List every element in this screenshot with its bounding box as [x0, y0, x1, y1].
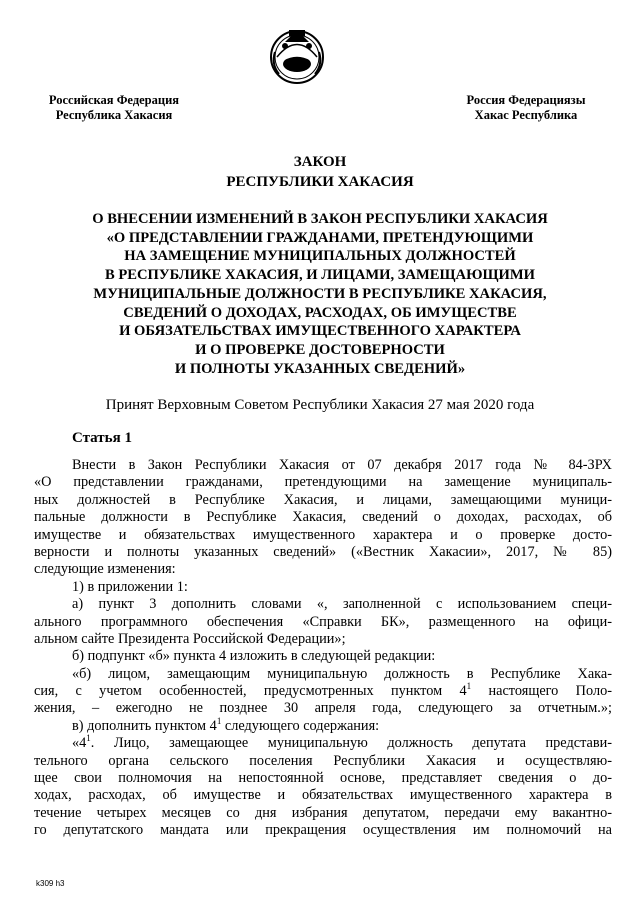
superscript: 1	[466, 681, 472, 692]
body-line: Внести в Закон Республики Хакасия от 07 декабря 2017 года № 84-ЗРХ	[72, 457, 612, 473]
header-left-line1: Российская Федерация	[48, 93, 180, 107]
body-line: 1) в приложении 1:	[72, 578, 188, 595]
body-line	[34, 718, 612, 735]
body-line-part: следующего содержания:	[221, 717, 380, 734]
subject-line: СВЕДЕНИЙ О ДОХОДАХ, РАСХОДАХ, ОБ ИМУЩЕСТВЕ	[123, 304, 517, 321]
subject-line: НА ЗАМЕЩЕНИЕ МУНИЦИПАЛЬНЫХ ДОЛЖНОСТЕЙ	[124, 248, 516, 265]
body-line: пальные должности в Республике Хакасия, сведений о доходах, расходах, об	[34, 509, 612, 526]
subject-line: И ПОЛНОТЫ УКАЗАННЫХ СВЕДЕНИЙ»	[174, 360, 466, 377]
header-right-line1: Россия Федерациязы	[466, 93, 586, 107]
body-line: жения, – ежегодно не позднее 30 апреля года, следующего за отчетным.»;	[34, 700, 612, 717]
superscript: 1	[86, 733, 91, 744]
article-heading: Статья 1	[72, 430, 132, 446]
article-body	[34, 457, 612, 840]
body-line-part: настоящего Поло-	[471, 683, 612, 700]
body-line: а) пункт 3 дополнить словами «, заполненной с использованием специ-	[72, 596, 612, 613]
superscript: 1	[216, 716, 222, 727]
body-line-part: «4	[72, 735, 87, 752]
coat-of-arms-emblem	[265, 24, 329, 88]
body-line: верности и полноты указанных сведений» («Вестник Хакасии», 2017, № 85)	[34, 543, 612, 560]
body-line: ных должностей в Республике Хакасия, и лицами, замещающими муници-	[34, 491, 612, 508]
body-line: «О представлении гражданами, претендующими на замещение муниципаль-	[34, 474, 612, 491]
subject-line: И ОБЯЗАТЕЛЬСТВАХ ИМУЩЕСТВЕННОГО ХАРАКТЕРА	[119, 323, 521, 340]
body-line	[34, 683, 612, 700]
subject-line: О ВНЕСЕНИИ ИЗМЕНЕНИЙ В ЗАКОН РЕСПУБЛИКИ ХАКАСИЯ	[92, 211, 548, 227]
subject-line: «О ПРЕДСТАВЛЕНИИ ГРАЖДАНАМИ, ПРЕТЕНДУЮЩИМИ	[106, 229, 534, 246]
body-line: тельного органа сельского поселения Республики Хакасия и осуществляю-	[34, 752, 612, 769]
body-line: имуществе и обязательствах имущественного характера и о проверке досто-	[34, 526, 612, 543]
subject-line: И О ПРОВЕРКЕ ДОСТОВЕРНОСТИ	[195, 341, 445, 358]
body-line: альном сайте Президента Российской Федерации»;	[34, 630, 346, 647]
subject-line: МУНИЦИПАЛЬНЫЕ ДОЛЖНОСТИ В РЕСПУБЛИКЕ ХАКАСИЯ,	[93, 285, 547, 302]
body-line: «б) лицом, замещающим муниципальную должность в Республике Хака-	[72, 665, 612, 682]
body-line	[34, 735, 612, 752]
footer-document-code: k309 h3	[36, 879, 65, 888]
subject-line: В РЕСПУБЛИКЕ ХАКАСИЯ, И ЛИЦАМИ, ЗАМЕЩАЮЩИМИ	[104, 267, 536, 284]
header-right-line2: Хакас Республика	[474, 108, 578, 122]
body-line: го депутатского мандата или прекращения осуществления им полномочий на	[34, 822, 612, 839]
header-left-line2: Республика Хакасия	[55, 108, 173, 122]
body-line: щее свои полномочия на непостоянной основе, представляет сведения о до-	[34, 770, 612, 787]
body-line: ходах, расходах, об имуществе и обязательствах имущественного характера в	[34, 787, 612, 804]
law-subject-heading	[30, 210, 610, 378]
header-left-block	[34, 93, 194, 123]
law-title-republic: РЕСПУБЛИКИ ХАКАСИЯ	[226, 174, 414, 190]
law-title: ЗАКОН	[293, 154, 347, 170]
body-line-part: сия, с учетом особенностей, предусмотренных пунктом 4	[34, 683, 467, 700]
body-line-part: . Лицо, замещающее муниципальную должность депутата представи-	[90, 735, 612, 752]
body-line: течение четырех месяцев со дня избрания депутатом, передачи ему вакантно-	[34, 804, 612, 821]
body-line: ального программного обеспечения «Справки БК», размещенного на офици-	[34, 613, 612, 630]
body-line-part: в) дополнить пунктом 4	[72, 717, 217, 734]
body-line: б) подпункт «б» пункта 4 изложить в следующей редакции:	[72, 648, 436, 665]
header-right-block	[446, 93, 606, 123]
body-line: следующие изменения:	[34, 561, 176, 578]
adoption-statement: Принят Верховным Советом Республики Хакасия 27 мая 2020 года	[105, 397, 535, 413]
